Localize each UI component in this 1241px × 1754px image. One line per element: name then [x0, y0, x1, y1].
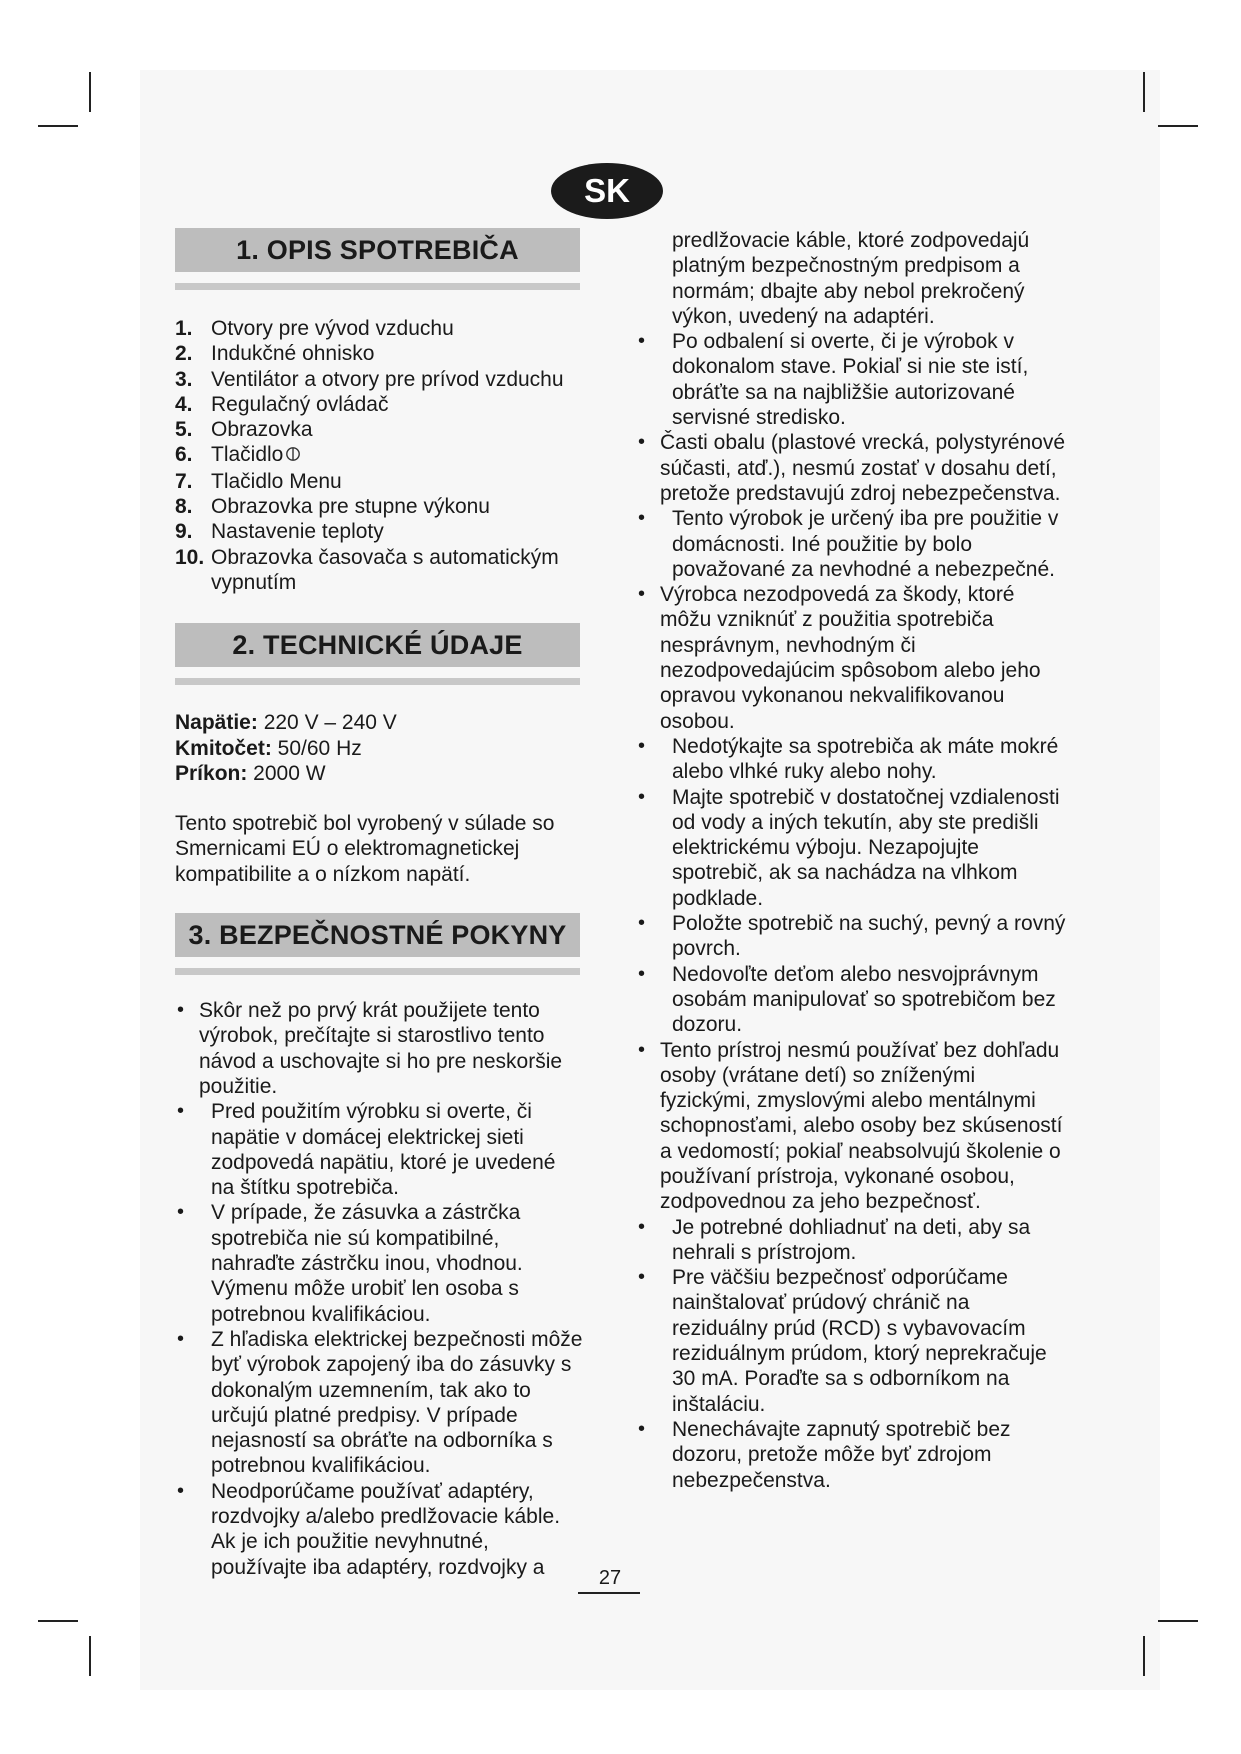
section-heading-description: 1. OPIS SPOTREBIČA [175, 228, 580, 272]
crop-mark [1158, 1620, 1198, 1622]
crop-mark [89, 1636, 91, 1676]
parts-list-item [175, 494, 583, 519]
power-icon [285, 443, 301, 468]
compliance-text: Tento spotrebič bol vyrobený v súlade so Smernicami EÚ o elektromagnetickej kompatibilite a o nízkom napätí. [175, 812, 555, 886]
section-heading-safety: 3. BEZPEČNOSTNÉ POKYNY [175, 913, 580, 957]
safety-item: • Časti obalu (plastové vrecká, polystyrénové súčasti, atď.), nesmú zostať v dosahu detí, pretože predstavujú zdroj nebezpečenstva. [636, 430, 1070, 506]
item-label: Ventilátor a otvory pre prívod vzduchu [211, 367, 564, 391]
item-number: 1. [175, 317, 193, 340]
safety-list-right [636, 329, 1070, 1493]
page-number: 27 [598, 1567, 622, 1589]
safety-item: • Tento prístroj nesmú používať bez dohľadu osoby (vrátane detí) so zníženými fyzickými, zmyslovými alebo mentálnymi schopnosťami, alebo osoby bez skúseností a vedomostí; pokiaľ neabsolvujú školenie o používaní prístroja, vykonané osobou, zodpovednou za jeho bezpečnosť. [636, 1038, 1070, 1215]
page-number-underline [578, 1592, 640, 1594]
left-column [175, 228, 583, 1580]
item-label: Tlačidlo [211, 443, 284, 467]
safety-item: • Nenechávajte zapnutý spotrebič bez dozoru, pretože môže byť zdrojom nebezpečenstva. [636, 1417, 1070, 1493]
crop-mark [1143, 72, 1145, 112]
spec-row [175, 710, 583, 735]
section-divider [175, 283, 580, 290]
crop-mark [89, 72, 91, 112]
parts-list-item [175, 417, 583, 442]
safety-continuation: predlžovacie káble, ktoré zodpovedajú platným bezpečnostným predpisom a normám; dbajte aby nebol prekročený výkon, uvedený na adaptéri. [672, 229, 1030, 328]
section-divider [175, 678, 580, 685]
section-divider [175, 968, 580, 975]
item-label: Obrazovka [211, 418, 313, 442]
parts-list [175, 316, 583, 595]
safety-item: • Je potrebné dohliadnuť na deti, aby sa nehrali s prístrojom. [636, 1215, 1070, 1266]
safety-item: • Neodporúčame používať adaptéry, rozdvojky a/alebo predlžovacie káble. Ak je ich použitie nevyhnutné, používajte iba adaptéry, rozdvojky a [175, 1479, 583, 1580]
item-label: Regulačný ovládač [211, 392, 389, 416]
safety-list-left [175, 998, 583, 1580]
spec-value: 220 V – 240 V [257, 711, 397, 735]
spec-label: Kmitočet: [175, 736, 272, 760]
safety-item: • Majte spotrebič v dostatočnej vzdialenosti od vody a iných tekutín, aby ste predišli elektrickému výboju. Nezapojujte spotrebič, ak sa nachádza na vlhkom podklade. [636, 785, 1070, 911]
item-number: 3. [175, 367, 193, 391]
spec-label: Napätie: [175, 711, 258, 735]
parts-list-item [175, 469, 583, 494]
safety-item: • Nedovoľte deťom alebo nesvojprávnym osobám manipulovať so spotrebičom bez dozoru. [636, 962, 1070, 1038]
safety-item: • Tento výrobok je určený iba pre použitie v domácnosti. Iné použitie by bolo považované za nevhodné a nebezpečné. [636, 506, 1070, 582]
language-badge: SK [551, 163, 663, 219]
spec-row [175, 761, 583, 786]
spec-list [175, 710, 583, 786]
parts-list-item [175, 519, 583, 544]
item-label: Obrazovka časovača s automatickým vypnutím [211, 545, 559, 594]
item-number: 7. [175, 469, 193, 493]
item-label: Tlačidlo Menu [211, 469, 342, 493]
spec-value: 50/60 Hz [271, 736, 362, 760]
item-label: Nastavenie teploty [211, 520, 384, 544]
spec-value: 2000 W [247, 761, 326, 785]
safety-item: • Nedotýkajte sa spotrebiča ak máte mokré alebo vlhké ruky alebo nohy. [636, 734, 1070, 785]
item-number: 6. [175, 443, 193, 467]
safety-item: • Výrobca nezodpovedá za škody, ktoré môžu vzniknúť z použitia spotrebiča nesprávnym, nevhodným či nezodpovedajúcim spôsobom alebo jeho opravou vykonanou nekvalifikovanou osobou. [636, 582, 1070, 734]
safety-item: • Pred použitím výrobku si overte, či napätie v domácej elektrickej sieti zodpovedá napätiu, ktoré je uvedené na štítku spotrebiča. [175, 1099, 583, 1200]
safety-item: • Položte spotrebič na suchý, pevný a rovný povrch. [636, 911, 1070, 962]
crop-mark [38, 125, 78, 127]
item-number: 9. [175, 520, 193, 544]
crop-mark [1158, 125, 1198, 127]
item-number: 10. [175, 545, 205, 569]
parts-list-item [175, 442, 583, 468]
safety-item: • Skôr než po prvý krát použijete tento výrobok, prečítajte si starostlivo tento návod a uschovajte si ho pre neskoršie použitie. [175, 998, 583, 1099]
item-number: 5. [175, 418, 193, 442]
parts-list-item [175, 392, 583, 417]
parts-list-item [175, 545, 583, 596]
parts-list-item [175, 367, 583, 392]
safety-item: • V prípade, že zásuvka a zástrčka spotrebiča nie sú kompatibilné, nahraďte zástrčku inou, vhodnou. Výmenu môže urobiť len osoba s potrebnou kvalifikáciou. [175, 1200, 583, 1326]
spec-label: Príkon: [175, 761, 248, 785]
safety-item: • Po odbalení si overte, či je výrobok v dokonalom stave. Pokiaľ si nie ste istí, obráťte sa na najbližšie autorizované servisné stredisko. [636, 329, 1070, 430]
item-number: 8. [175, 495, 193, 519]
crop-mark [1143, 1636, 1145, 1676]
item-number: 4. [175, 392, 193, 416]
safety-item: • Z hľadiska elektrickej bezpečnosti môže byť výrobok zapojený iba do zásuvky s dokonalým uzemnením, tak ako to určujú platné predpisy. V prípade nejasností sa obráťte na odborníka s potrebnou kvalifikáciou. [175, 1327, 583, 1479]
parts-list-item [175, 341, 583, 366]
crop-mark [38, 1620, 78, 1622]
right-column [630, 228, 1070, 1493]
item-label: Indukčné ohnisko [211, 342, 375, 366]
section-heading-technical: 2. TECHNICKÉ ÚDAJE [175, 623, 580, 667]
spec-row [175, 736, 583, 761]
item-label: Otvory pre vývod vzduchu [211, 317, 454, 340]
item-number: 2. [175, 342, 193, 366]
item-label: Obrazovka pre stupne výkonu [211, 495, 490, 519]
parts-list-item [175, 316, 583, 341]
safety-item: • Pre väčšiu bezpečnosť odporúčame nainštalovať prúdový chránič na reziduálny prúd (RCD) s vybavovacím reziduálnym prúdom, ktorý neprekračuje 30 mA. Poraďte sa s odborníkom na inštaláciu. [636, 1265, 1070, 1417]
